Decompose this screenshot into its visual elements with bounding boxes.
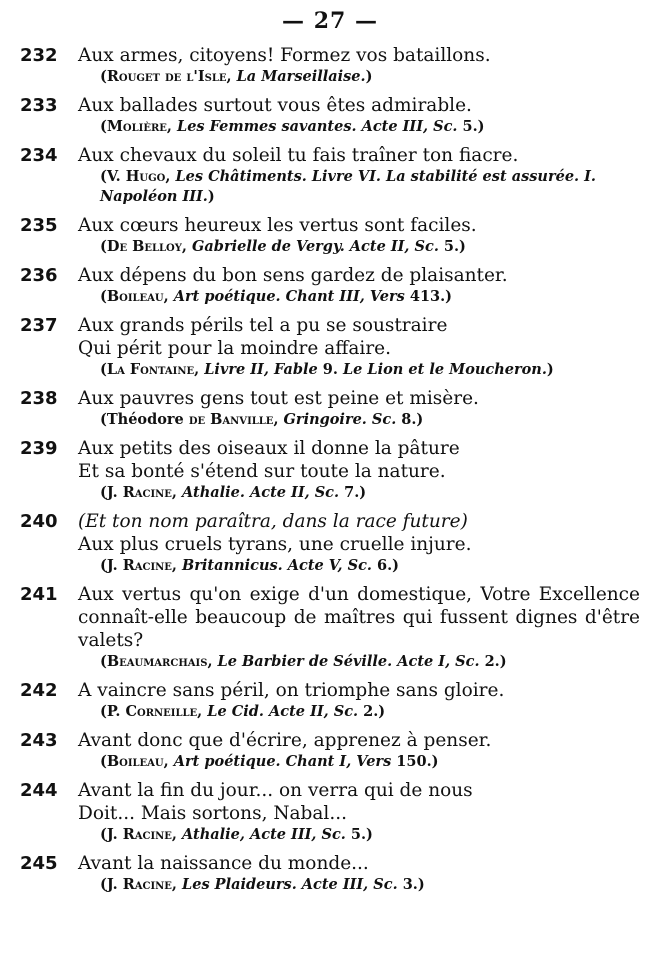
work-title: Les Plaideurs. Acte III, Sc. [182,876,398,893]
citation: (J. Racine, Les Plaideurs. Acte III, Sc. 3.) [100,876,425,893]
entry-number: 239 [20,438,58,459]
quote-line: Aux armes, citoyens! Formez vos bataillons. [78,45,491,66]
entry-number: 244 [20,780,58,801]
work-title: Livre II, Fable [204,361,318,378]
entry-number: 240 [20,511,58,532]
author: Racine [122,484,172,501]
author: Racine [122,557,172,574]
quote-entry [20,387,640,430]
quote-line: A vaincre sans péril, on triomphe sans gloire. [78,680,505,701]
author: La Fontaine [106,361,195,378]
quote-line: Avant la fin du jour... on verra qui de nous [78,780,473,801]
quote-entry [20,144,640,207]
quote-line: Qui périt pour la moindre affaire. [78,338,392,359]
quote-entry [20,214,640,257]
entry-number: 236 [20,265,58,286]
citation: (J. Racine, Athalie, Acte III, Sc. 5.) [100,826,373,843]
author: Boileau [106,288,164,305]
work-title: Le Lion et le Moucheron. [342,361,547,378]
entry-number: 245 [20,853,58,874]
quote-entry [20,44,640,87]
quote-entry [20,852,640,895]
quote-line: Aux chevaux du soleil tu fais traîner ton fiacre. [78,145,519,166]
entry-number: 232 [20,45,58,66]
quote-entry [20,437,640,503]
quote-entry [20,779,640,845]
quote-line: Aux vertus qu'on exige d'un domestique, Votre Excellence connaît-elle beaucoup de maîtres qui fussent dignes d'être valets? [78,584,640,651]
citation: (P. Corneille, Le Cid. Acte II, Sc. 2.) [100,703,386,720]
work-title: Gringoire. Sc. [283,411,397,428]
entry-number: 234 [20,145,58,166]
author: Boileau [106,753,164,770]
quote-line: Aux cœurs heureux les vertus sont faciles. [78,215,477,236]
quote-entry [20,679,640,722]
work-title: Art poétique. Chant I, Vers [173,753,392,770]
work-title: La Marseillaise. [236,68,366,85]
author: de Banville [188,411,274,428]
entry-number: 241 [20,584,58,605]
quote-line: Aux grands périls tel a pu se soustraire [78,315,448,336]
quote-entry [20,314,640,380]
author: Corneille [125,703,198,720]
quote-line: Doit... Mais sortons, Nabal... [78,803,347,824]
quote-line: Aux dépens du bon sens gardez de plaisanter. [78,265,508,286]
work-title: Les Châtiments. Livre VI. La stabilité est assurée. I. Napoléon III. [100,168,596,205]
work-title: Le Barbier de Séville. Acte I, Sc. [217,653,480,670]
work-title: Les Femmes savantes. Acte III, Sc. [177,118,458,135]
author: Beaumarchais [106,653,208,670]
quote-entry [20,729,640,772]
work-title: Athalie, Acte III, Sc. [182,826,346,843]
entry-number: 243 [20,730,58,751]
author: Hugo [125,168,166,185]
citation: (La Fontaine, Livre II, Fable 9. Le Lion et le Moucheron.) [100,361,554,378]
quote-line: Avant donc que d'écrire, apprenez à penser. [78,730,492,751]
work-title: Britannicus. Acte V, Sc. [182,557,372,574]
citation: (Molière, Les Femmes savantes. Acte III, Sc. 5.) [100,118,485,135]
work-title: Athalie. Acte II, Sc. [182,484,340,501]
citation: (Beaumarchais, Le Barbier de Séville. Acte I, Sc. 2.) [100,653,507,670]
entry-number: 242 [20,680,58,701]
quote-line: Aux petits des oiseaux il donne la pâture [78,438,460,459]
quote-line: Aux ballades surtout vous êtes admirable. [78,95,472,116]
work-title: Gabrielle de Vergy. Acte II, Sc. [192,238,439,255]
quote-line: (Et ton nom paraîtra, dans la race future) [78,511,468,532]
author: De Belloy [106,238,182,255]
quote-entry [20,510,640,576]
citation: (Rouget de l'Isle, La Marseillaise.) [100,68,373,85]
citation: (J. Racine, Athalie. Acte II, Sc. 7.) [100,484,367,501]
citation: (De Belloy, Gabrielle de Vergy. Acte II, Sc. 5.) [100,238,466,255]
entry-number: 235 [20,215,58,236]
author: Rouget de l'Isle [106,68,227,85]
citation: (J. Racine, Britannicus. Acte V, Sc. 6.) [100,557,400,574]
entry-number: 237 [20,315,58,336]
author: Racine [122,876,172,893]
quote-entry [20,264,640,307]
quote-entry [20,94,640,137]
citation: (Boileau, Art poétique. Chant I, Vers 150.) [100,753,439,770]
quote-line: Aux pauvres gens tout est peine et misère. [78,388,479,409]
quote-line: Aux plus cruels tyrans, une cruelle injure. [78,534,472,555]
quote-entry [20,583,640,672]
author: Molière [106,118,167,135]
work-title: Art poétique. Chant III, Vers [173,288,405,305]
author: Racine [122,826,172,843]
entry-number: 233 [20,95,58,116]
quote-line: Et sa bonté s'étend sur toute la nature. [78,461,446,482]
quote-line: Avant la naissance du monde... [78,853,369,874]
page-number: — 27 — [282,8,378,34]
citation: (V. Hugo, Les Châtiments. Livre VI. La stabilité est assurée. I. Napoléon III.) [100,168,596,205]
citation: (Boileau, Art poétique. Chant III, Vers 413.) [100,288,453,305]
citation: (Théodore de Banville, Gringoire. Sc. 8.) [100,411,424,428]
entry-number: 238 [20,388,58,409]
work-title: Le Cid. Acte II, Sc. [207,703,359,720]
